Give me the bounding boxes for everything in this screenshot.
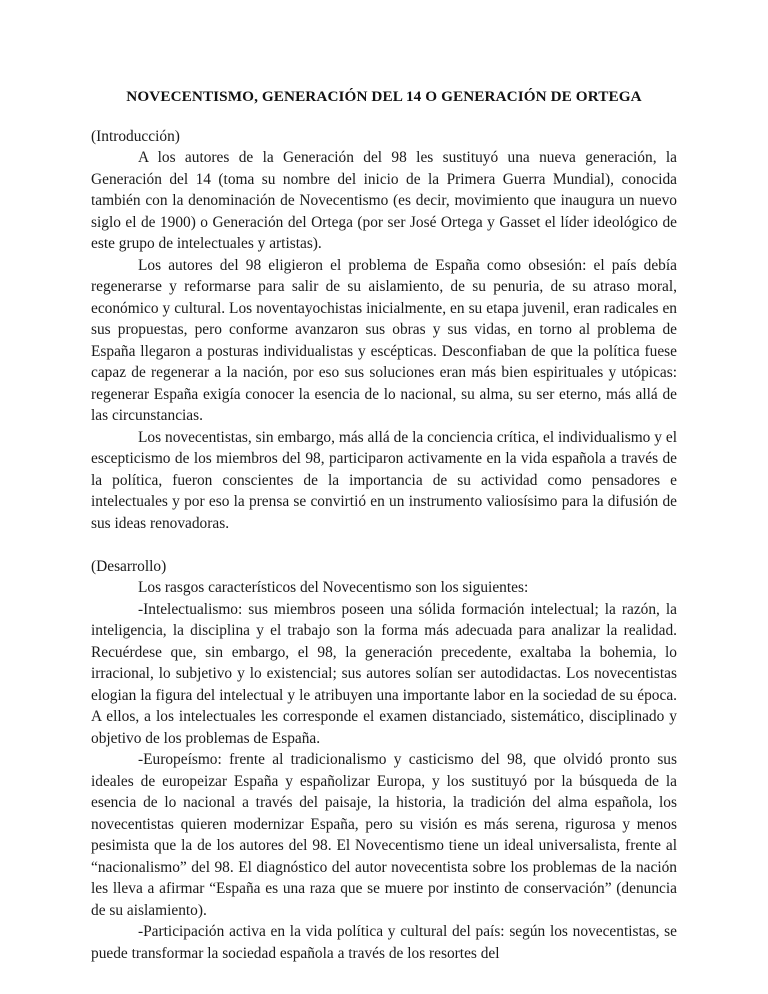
paragraph-participacion-activa: -Participación activa en la vida política y cultural del país: según los novecentistas, se puede transformar la sociedad española a través de los resortes del [91,923,677,962]
section-spacer [91,534,677,556]
paragraph-europeismo: -Europeísmo: frente al tradicionalismo y casticismo del 98, que olvidó pronto sus ideales de europeizar España y españolizar Europa, y los sustituyó por la búsqueda de la esencia de lo nacional a través del paisaje, la historia, la tradición del alma española, los novecentistas quieren modernizar España, pero su visión es más serena, rigurosa y menos pesimista que la de los autores del 98. El Novecentismo tiene un ideal universalista, frente al “nacionalismo” del 98. El diagnóstico del autor novecentista sobre los problemas de la nación les lleva a afirmar “España es una raza que se muere por instinto de conservación” (denuncia de su aislamiento). [91,751,677,919]
page-title: NOVECENTISMO, GENERACIÓN DEL 14 O GENERACIÓN DE ORTEGA [126,88,642,105]
section-introduccion [91,126,677,535]
section-desarrollo [91,556,677,965]
paragraph: Los novecentistas, sin embargo, más allá de la conciencia crítica, el individualismo y el escepticismo de los miembros del 98, participaron activamente en la vida española a través de la política, fueron conscientes de la importancia de su actividad como pensadores e intelectuales y por eso la prensa se convirtió en un instrumento valiosísimo para la difusión de sus ideas renovadoras. [91,428,677,532]
paragraph: Los rasgos característicos del Novecentismo son los siguientes: [138,579,529,596]
paragraph: Los autores del 98 eligieron el problema de España como obsesión: el país debía regenerarse y reformarse para salir de su aislamiento, de su penuria, de su atraso moral, económico y cultural. Los noventayochistas inicialmente, en su etapa juvenil, eran radicales en sus propuestas, pero conforme avanzaron sus obras y sus vidas, en torno al problema de España llegaron a posturas individualistas y escépticas. Desconfiaban de que la política fuese capaz de regenerar a la nación, por eso sus soluciones eran más bien espirituales y utópicas: regenerar España exigía conocer la esencia de lo nacional, su alma, su ser eterno, más allá de las circunstancias. [91,256,677,424]
section-label-introduccion: (Introducción) [91,127,180,145]
paragraph: A los autores de la Generación del 98 les sustituyó una nueva generación, la Generación del 14 (toma su nombre del inicio de la Primera Guerra Mundial), conocida también con la denominación de Novecentismo (es decir, movimiento que inaugura un nuevo siglo el de 1900) o Generación del Ortega (por ser José Ortega y Gasset el líder ideológico de este grupo de intelectuales y artistas). [91,149,677,252]
section-label-desarrollo: (Desarrollo) [91,557,167,575]
paragraph-intelectualismo: -Intelectualismo: sus miembros poseen una sólida formación intelectual; la razón, la inteligencia, la disciplina y el trabajo son la forma más adecuada para analizar la realidad. Recuérdese que, sin embargo, el 98, la generación precedente, exaltaba la bohemia, lo irracional, lo subjetivo y lo existencial; sus autores solían ser autodidactas. Los novecentistas elogian la figura del intelectual y le atribuyen una importante labor en la sociedad de su época. A ellos, a los intelectuales les corresponde el examen distanciado, sistemático, disciplinado y objetivo de los problemas de España. [91,600,677,747]
